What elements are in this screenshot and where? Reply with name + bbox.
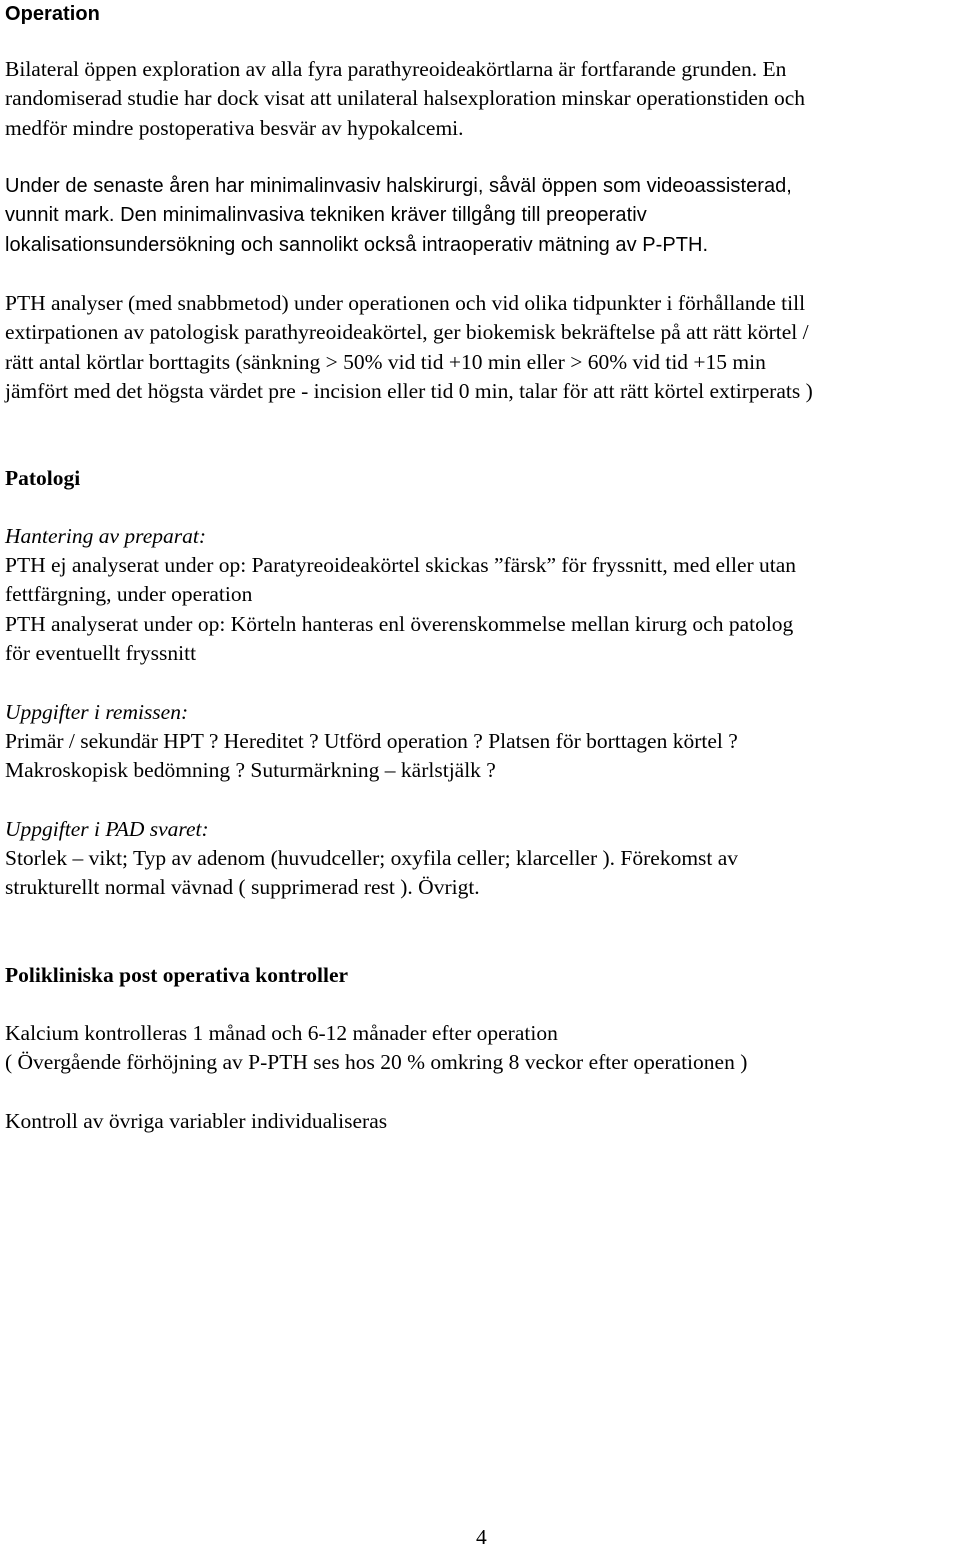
section-heading-operation: Operation: [5, 3, 100, 25]
text-line: strukturellt normal vävnad ( supprimerad rest ). Övrigt.: [5, 875, 480, 900]
text-line: lokalisationsundersökning och sannolikt också intraoperativ mätning av P-PTH.: [5, 233, 709, 256]
text-line: för eventuellt fryssnitt: [5, 640, 197, 665]
text-line: randomiserad studie har dock visat att unilateral halsexploration minskar operationstiden och: [5, 86, 806, 111]
section-heading-patologi: Patologi: [5, 466, 81, 490]
text-line: Makroskopisk bedömning ? Suturmärkning – kärlstjälk ?: [5, 758, 496, 783]
subheading-handling: Hantering av preparat:: [5, 524, 207, 548]
text-line: jämfört med det högsta värdet pre - incision eller tid 0 min, talar för att rätt körtel extirperats ): [5, 378, 813, 403]
text-line: Storlek – vikt; Typ av adenom (huvudceller; oxyfila celler; klarceller ). Förekomst av: [5, 846, 739, 870]
text-line: vunnit mark. Den minimalinvasiva tekniken kräver tillgång till preoperativ: [5, 204, 647, 227]
text-line: Under de senaste åren har minimalinvasiv halskirurgi, såväl öppen som videoassisterad,: [5, 175, 792, 197]
text-line: extirpationen av patologisk parathyreoideakörtel, ger biokemisk bekräftelse på att rätt körtel /: [5, 320, 809, 345]
text-line: PTH ej analyserat under op: Paratyreoideakörtel skickas ”färsk” för fryssnitt, med eller utan: [5, 553, 797, 577]
section-heading-postop: Polikliniska post operativa kontroller: [5, 963, 349, 987]
text-line: medför mindre postoperativa besvär av hypokalcemi.: [5, 115, 464, 140]
operation-paragraph-3: [5, 289, 813, 406]
remiss-text: [5, 727, 738, 786]
text-line: Primär / sekundär HPT ? Hereditet ? Utförd operation ? Platsen för borttagen körtel ?: [5, 729, 738, 753]
text-line: PTH analyserat under op: Körteln hanteras enl överenskommelse mellan kirurg och patolog: [5, 611, 794, 636]
postop-last-line: Kontroll av övriga variabler individualiseras: [5, 1109, 388, 1133]
page-number: 4: [476, 1525, 487, 1549]
text-line: fettfärgning, under operation: [5, 582, 253, 607]
text-line: Bilateral öppen exploration av alla fyra parathyreoideakörtlarna är fortfarande grunden. En: [5, 57, 787, 81]
text-line: rätt antal körtlar borttagits (sänkning > 50% vid tid +10 min eller > 60% vid tid +15 min: [5, 349, 766, 374]
subheading-pad: Uppgifter i PAD svaret:: [5, 817, 209, 841]
operation-paragraph-1: [5, 55, 805, 143]
text-line: PTH analyser (med snabbmetod) under operationen och vid olika tidpunkter i förhållande till: [5, 291, 806, 315]
postop-text: [5, 1019, 747, 1078]
subheading-remiss: Uppgifter i remissen:: [5, 700, 189, 724]
text-line: Kalcium kontrolleras 1 månad och 6-12 månader efter operation: [5, 1021, 558, 1045]
pad-text: [5, 844, 738, 903]
text-line: ( Övergående förhöjning av P-PTH ses hos 20 % omkring 8 veckor efter operationen ): [5, 1050, 748, 1075]
operation-paragraph-2: [5, 172, 792, 260]
handling-text: [5, 551, 796, 668]
